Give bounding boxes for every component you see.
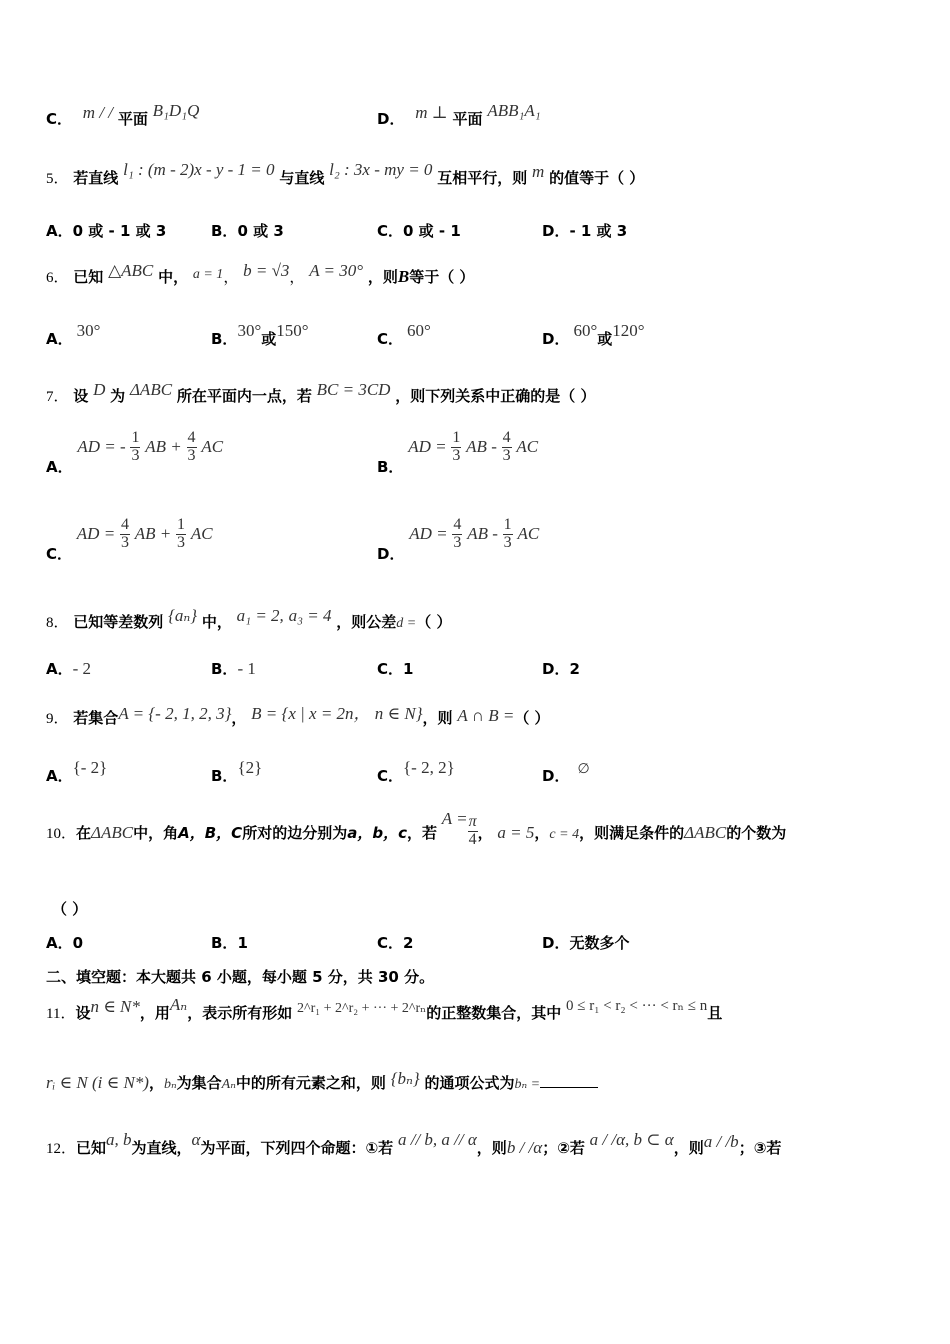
question-11-cont: rᵢ ∈ N (i ∈ N*)，bₙ为集合Aₙ中的所有元素之和，则 {bₙ} 的通项公式为bₙ = <box>46 1072 598 1093</box>
q10-option-d[interactable]: D．无数多个 <box>542 934 630 952</box>
section-heading: 二、填空题：本大题共 6 小题，每小题 5 分，共 30 分。 <box>46 968 435 986</box>
question-8: 8． 已知等差数列 {aₙ} 中， a₁ = 2, a₃ = 4 ，则公差d =（ ） <box>46 606 452 631</box>
q10-option-c[interactable]: C．2 <box>377 934 414 952</box>
q9-option-a[interactable]: A．{- 2} <box>46 758 108 785</box>
q6-option-c[interactable]: C． 60° <box>377 321 431 348</box>
q6-option-d[interactable]: D． 60°或120° <box>542 321 645 348</box>
fraction: $\frac{1}{3}$ <box>452 429 461 464</box>
q9-option-d[interactable]: D． ∅ <box>542 762 590 785</box>
answer-blank[interactable] <box>540 1087 598 1088</box>
question-9: 9． 若集合A = {- 2, 1, 2, 3}， B = {x | x = 2n， n ∈ N}，则 A ∩ B =（ ） <box>46 704 550 727</box>
question-11: 11．设n ∈ N*，用Aₙ，表示所有形如 2^r₁ + 2^r₂ + ··· + 2^rₙ的正整数集合，其中 0 ≤ r₁ < r₂ < ··· < rₙ ≤ n且 <box>46 995 723 1022</box>
q8-option-d[interactable]: D．2 <box>542 660 580 678</box>
q6-option-b[interactable]: B．30°或150° <box>211 321 309 348</box>
math: m / / <box>82 103 114 122</box>
question-10: 10．在ΔABC中，角A，B，C所对的边分别为a，b，c，若 A = $\frac{\pi}{4}$ ， a = 5，c = 4，则满足条件的ΔABC的个数为 <box>46 808 787 848</box>
q10-option-b[interactable]: B．1 <box>211 934 248 952</box>
q7-option-b[interactable]: B． AD = $\frac{1}{3}$ AB - $\frac{4}{3}$ AC <box>377 429 539 476</box>
q9-option-c[interactable]: C．{- 2, 2} <box>377 758 455 785</box>
fraction: $\frac{1}{3}$ <box>503 516 512 551</box>
fraction: $\frac{4}{3}$ <box>502 429 511 464</box>
q5-option-a[interactable]: A．0 或 - 1 或 3 <box>46 222 167 240</box>
fraction: $\frac{\pi}{4}$ <box>468 813 477 848</box>
q10-option-a[interactable]: A．0 <box>46 934 84 952</box>
q7-option-d[interactable]: D． AD = $\frac{4}{3}$ AB - $\frac{1}{3}$ AC <box>377 516 540 563</box>
fraction: $\frac{4}{3}$ <box>187 429 196 464</box>
question-12: 12．已知a, b为直线，α为平面，下列四个命题：①若 a // b, a // α，则b / /α；②若 a / /α, b ⊂ α，则a / /b；③若 <box>46 1130 782 1157</box>
fraction: $\frac{4}{3}$ <box>453 516 462 551</box>
q4-option-d: D． m ⊥ 平面 ABB₁A₁ <box>377 101 541 128</box>
fraction: $\frac{1}{3}$ <box>131 429 140 464</box>
q8-option-b[interactable]: B．- 1 <box>211 659 256 678</box>
question-5: 5． 若直线 l₁ : (m - 2)x - y - 1 = 0 与直线 l₂ : 3x - my = 0 互相平行，则 m 的值等于（ ） <box>46 160 645 187</box>
fraction: $\frac{4}{3}$ <box>120 516 129 551</box>
q8-option-a[interactable]: A．- 2 <box>46 659 92 678</box>
q8-option-c[interactable]: C．1 <box>377 660 414 678</box>
q4-option-c: C． m / / 平面 B₁D₁Q <box>46 101 200 128</box>
fraction: $\frac{1}{3}$ <box>177 516 186 551</box>
question-6: 6． 已知 △ABC 中， a = 1， b = √3， A = 30° ，则B等于（ ） <box>46 261 475 286</box>
question-7: 7． 设 D 为 ΔABC 所在平面内一点，若 BC = 3CD ，则下列关系中正确的是（ ） <box>46 380 596 405</box>
q7-option-c[interactable]: C． AD = $\frac{4}{3}$ AB + $\frac{1}{3}$ AC <box>46 516 213 563</box>
q7-option-a[interactable]: A． AD = - $\frac{1}{3}$ AB + $\frac{4}{3}$ AC <box>46 429 224 476</box>
q9-option-b[interactable]: B．{2} <box>211 758 263 785</box>
q6-option-a[interactable]: A． 30° <box>46 321 101 348</box>
q5-option-b[interactable]: B．0 或 3 <box>211 222 284 240</box>
q5-option-c[interactable]: C．0 或 - 1 <box>377 222 461 240</box>
q5-option-d[interactable]: D．- 1 或 3 <box>542 222 628 240</box>
question-10-paren: （ ） <box>52 900 88 918</box>
